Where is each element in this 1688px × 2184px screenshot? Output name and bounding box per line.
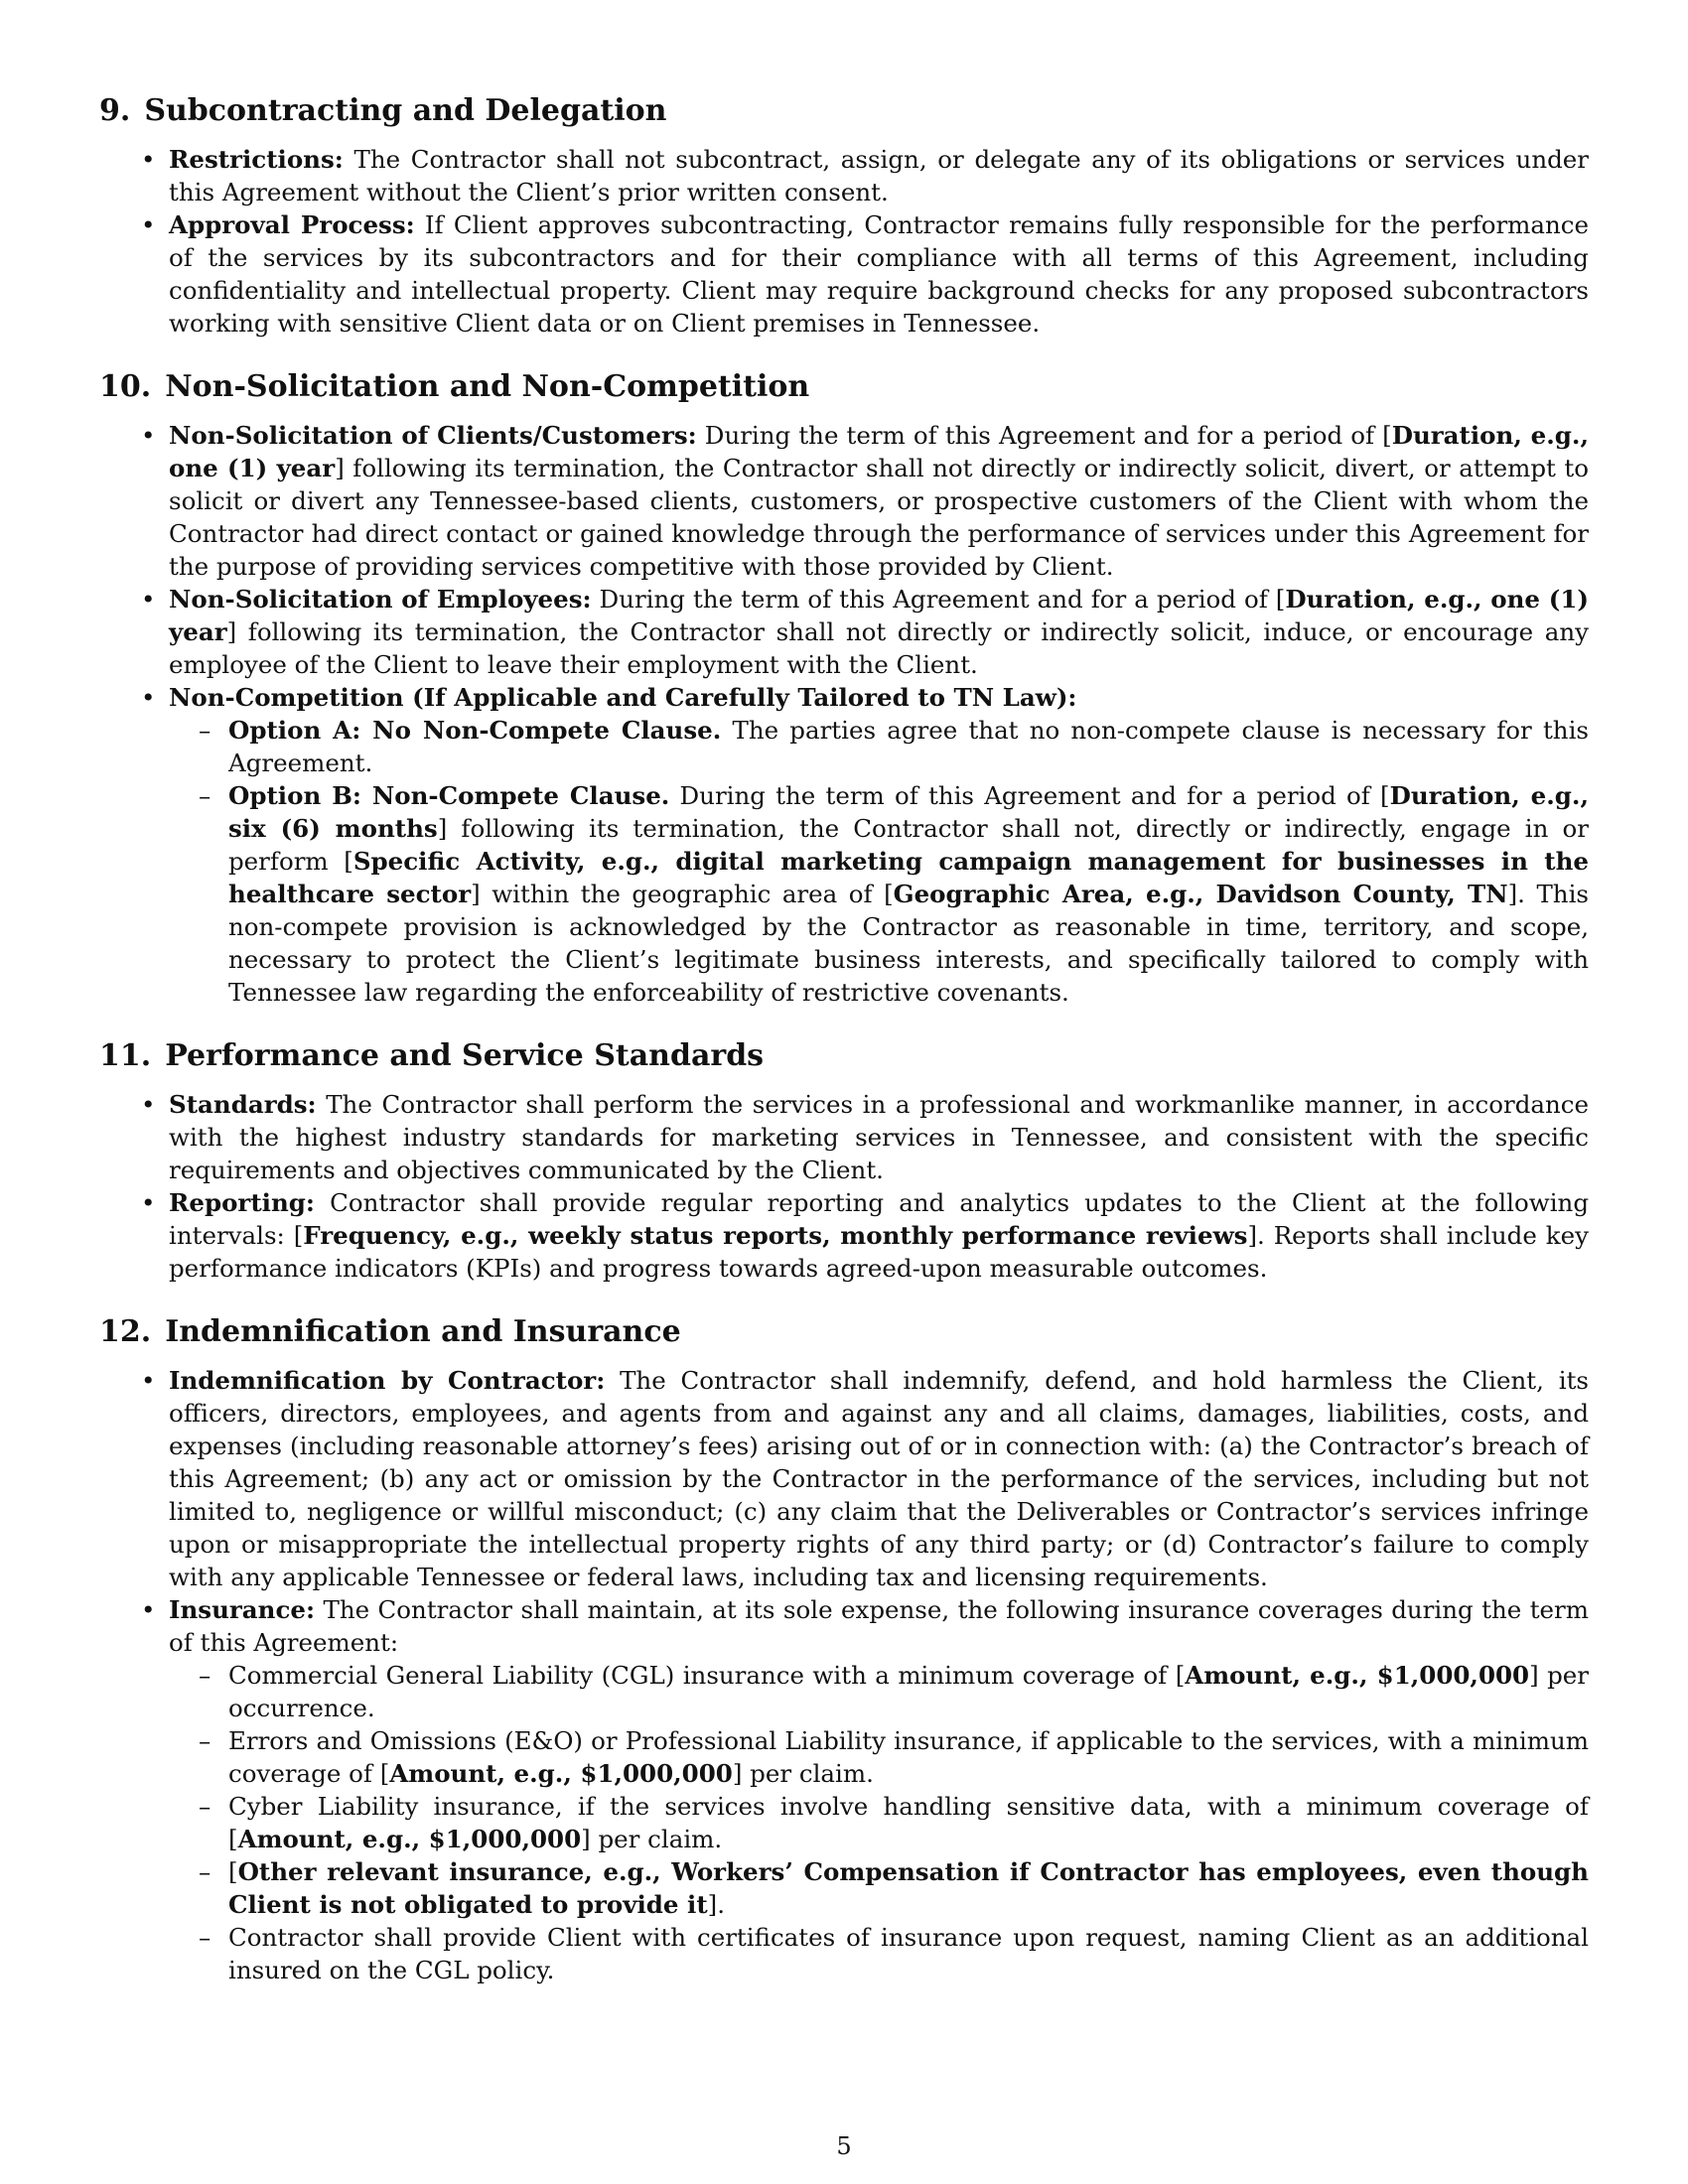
bullet-list — [99, 1088, 1589, 1285]
sub-list-item: – Option A: No Non-Compete Clause. The parties agree that no non-compete clause is necessary for this Agreement. — [228, 714, 1589, 779]
item-label: Non-Solicitation of Employees: — [169, 585, 592, 614]
section-9 — [99, 91, 1589, 340]
bullet-list — [99, 143, 1589, 340]
list-item — [169, 681, 1589, 1009]
item-label: Restrictions: — [169, 145, 344, 174]
section-heading: 11. Performance and Service Standards — [99, 1038, 765, 1073]
sub-list-item: – Cyber Liability insurance, if the services involve handling sensitive data, with a minimum coverage of [Amount, e.g., $1,000,000] per claim. — [228, 1790, 1589, 1855]
section-11 — [99, 1036, 1589, 1285]
item-label: Standards: — [169, 1090, 317, 1119]
list-item: • Restrictions: The Contractor shall not subcontract, assign, or delegate any of its obligations or services under this Agreement without the Client’s prior written consent. — [169, 143, 1589, 208]
section-12 — [99, 1312, 1589, 1986]
item-label: Option A: No Non-Compete Clause. — [228, 716, 722, 745]
section-heading: 9. Subcontracting and Delegation — [99, 93, 667, 128]
section-heading: 10. Non-Solicitation and Non-Competition — [99, 369, 810, 404]
bullet-list — [99, 419, 1589, 1009]
sub-list — [169, 1659, 1589, 1986]
section-10 — [99, 367, 1589, 1009]
list-item: • Approval Process: If Client approves subcontracting, Contractor remains fully responsible for the performance of the services by its subcontractors and for their compliance with all terms of this Agreement, including confidentiality and intellectual property. Client may require background checks for any proposed subcontractors working with sensitive Client data or on Client premises in Tennessee. — [169, 208, 1589, 340]
sub-list-item: – Option B: Non-Compete Clause. During the term of this Agreement and for a period of [Duration, e.g., six (6) months] following its termination, the Contractor shall not, directly or indirectly, engage in or perform [Specific Activity, e.g., digital marketing campaign management for businesses in the healthcare sector] within the geographic area of [Geographic Area, e.g., Davidson County, TN]. This non-compete provision is acknowledged by the Contractor as reasonable in time, territory, and scope, necessary to protect the Client’s legitimate business interests, and specifically tailored to comply with Tennessee law regarding the enforceability of restrictive covenants. — [228, 779, 1589, 1009]
list-item: • Non-Solicitation of Employees: During the term of this Agreement and for a period of [Duration, e.g., one (1) year] following its termination, the Contractor shall not directly or indirectly solicit, induce, or encourage any employee of the Client to leave their employment with the Client. — [169, 583, 1589, 681]
list-item: • Non-Solicitation of Clients/Customers: During the term of this Agreement and for a period of [Duration, e.g., one (1) year] following its termination, the Contractor shall not directly or indirectly solicit, divert, or attempt to solicit or divert any Tennessee-based clients, customers, or prospective customers of the Client with whom the Contractor had direct contact or gained knowledge through the performance of services under this Agreement for the purpose of providing services competitive with those provided by Client. — [169, 419, 1589, 583]
sub-list-item: – Contractor shall provide Client with certificates of insurance upon request, naming Client as an additional insured on the CGL policy. — [228, 1921, 1589, 1986]
item-label: Indemnification by Contractor: — [169, 1366, 606, 1395]
list-item: • Standards: The Contractor shall perform the services in a professional and workmanlike manner, in accordance with the highest industry standards for marketing services in Tennessee, and consistent with the specific requirements and objectives communicated by the Client. — [169, 1088, 1589, 1186]
sub-list-item: – [Other relevant insurance, e.g., Workers’ Compensation if Contractor has employees, even though Client is not obligated to provide it]. — [228, 1855, 1589, 1921]
sub-list-item: – Errors and Omissions (E&O) or Professional Liability insurance, if applicable to the services, with a minimum coverage of [Amount, e.g., $1,000,000] per claim. — [228, 1724, 1589, 1790]
sub-list-item: – Commercial General Liability (CGL) insurance with a minimum coverage of [Amount, e.g., $1,000,000] per occurrence. — [228, 1659, 1589, 1724]
page-number: 5 — [836, 2132, 852, 2160]
document-body — [99, 91, 1589, 2014]
item-label: Approval Process: — [169, 210, 415, 239]
bullet-list — [99, 1364, 1589, 1986]
list-item: • Indemnification by Contractor: The Contractor shall indemnify, defend, and hold harmless the Client, its officers, directors, employees, and agents from and against any and all claims, damages, liabilities, costs, and expenses (including reasonable attorney’s fees) arising out of or in connection with: (a) the Contractor’s breach of this Agreement; (b) any act or omission by the Contractor in the performance of the services, including but not limited to, negligence or willful misconduct; (c) any claim that the Deliverables or Contractor’s services infringe upon or misappropriate the intellectual property rights of any third party; or (d) Contractor’s failure to comply with any applicable Tennessee or federal laws, including tax and licensing requirements. — [169, 1364, 1589, 1593]
item-label: Non-Solicitation of Clients/Customers: — [169, 421, 697, 450]
sub-list — [169, 714, 1589, 1009]
item-label: Reporting: — [169, 1188, 315, 1217]
item-label: Insurance: — [169, 1595, 316, 1624]
item-label: Option B: Non-Compete Clause. — [228, 781, 670, 810]
section-heading: 12. Indemnification and Insurance — [99, 1314, 681, 1349]
item-label: Non-Competition (If Applicable and Carefully Tailored to TN Law): — [169, 683, 1077, 712]
list-item: • Insurance: The Contractor shall maintain, at its sole expense, the following insurance coverages during the term of this Agreement: – Commercial General Liability (CGL) insurance with a minimum coverage of [Amount, e.g., $1,000,000] per occurrence. – Errors and Omissions (E&O) or Professional Liability insurance, if applicable to the services, with a minimum coverage of [Amount, e.g., $1,000,000] per claim. – Cyber Liability insurance, if the services involve handling sensitive data, with a minimum coverage of [Amount, e.g., $1,000,000] per claim. – [Other relevant insurance, e.g., Workers’ Compensation if Contractor has employees, even though Client is not obligated to provide it]. – Contractor shall provide Client with certificates of insurance upon request, naming Client as an additional insured on the CGL policy. — [169, 1593, 1589, 1986]
list-item: • Reporting: Contractor shall provide regular reporting and analytics updates to the Client at the following intervals: [Frequency, e.g., weekly status reports, monthly performance reviews]. Reports shall include key performance indicators (KPIs) and progress towards agreed-upon measurable outcomes. — [169, 1186, 1589, 1285]
